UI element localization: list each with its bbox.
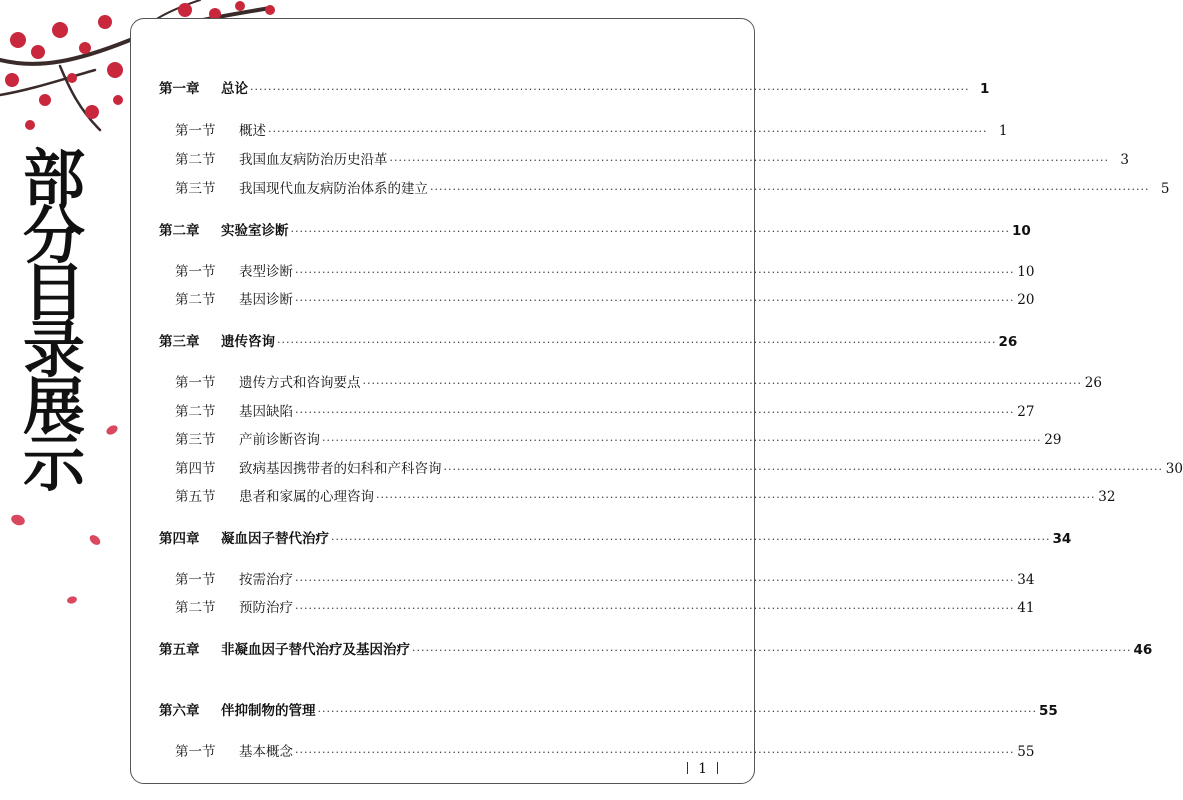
dot-leader: ································································································································································ — [295, 266, 1015, 279]
toc-chapter-row[interactable] — [159, 77, 990, 97]
dot-leader: ································································································································································ — [295, 574, 1015, 587]
toc-section-row[interactable] — [159, 148, 1129, 168]
section-title: 基本概念 — [239, 744, 293, 760]
page-number: 29 — [1044, 432, 1062, 448]
dot-leader: ································································································································································ — [430, 183, 1150, 196]
page-number: 32 — [1098, 489, 1116, 505]
footer-divider — [687, 762, 688, 774]
section-title: 我国现代血友病防治体系的建立 — [239, 181, 428, 197]
section-number: 第一节 — [175, 572, 216, 588]
toc-section-row[interactable] — [159, 288, 1035, 308]
dot-leader: ································································································································································ — [331, 533, 1051, 546]
page-number: 10 — [1011, 223, 1031, 239]
chapter-number: 第五章 — [159, 642, 200, 658]
section-number: 第二节 — [175, 600, 216, 616]
section-number: 第二节 — [175, 152, 216, 168]
page-number: 55 — [1038, 703, 1058, 719]
side-title-char: 示 — [22, 427, 85, 500]
toc-section-row[interactable] — [159, 400, 1035, 420]
toc-section-row[interactable] — [159, 457, 1183, 477]
toc-chapter-row[interactable] — [159, 527, 1072, 547]
dot-leader: ································································································································································ — [376, 491, 1096, 504]
section-number: 第三节 — [175, 181, 216, 197]
chapter-number: 第二章 — [159, 223, 200, 239]
side-title-char: 录 — [22, 313, 85, 386]
toc-page — [130, 18, 1183, 784]
page-number: 5 — [1160, 181, 1170, 197]
side-title-char: 部 — [22, 142, 85, 215]
page-number: 1 — [998, 123, 1008, 139]
section-title: 概述 — [239, 123, 266, 139]
page-number: 34 — [1017, 572, 1035, 588]
section-number: 第五节 — [175, 489, 216, 505]
section-number: 第三节 — [175, 432, 216, 448]
section-title: 遗传方式和咨询要点 — [239, 375, 361, 391]
side-title-vertical — [8, 142, 100, 500]
table-of-contents — [159, 19, 1183, 783]
dot-leader: ································································································································································ — [268, 125, 988, 138]
page-number: 55 — [1017, 744, 1035, 760]
page-number: 41 — [1017, 600, 1035, 616]
dot-leader: ································································································································································ — [295, 602, 1015, 615]
page-number: 46 — [1133, 642, 1153, 658]
section-title: 我国血友病防治历史沿革 — [239, 152, 388, 168]
toc-chapter-row[interactable] — [159, 638, 1153, 658]
page-number: 10 — [1017, 264, 1035, 280]
chapter-number: 第六章 — [159, 703, 200, 719]
page-number: 1 — [980, 81, 990, 97]
toc-section-row[interactable] — [159, 568, 1035, 588]
chapter-number: 第一章 — [159, 81, 200, 97]
section-title: 产前诊断咨询 — [239, 432, 320, 448]
dot-leader: ································································································································································ — [295, 746, 1015, 759]
section-number: 第二节 — [175, 292, 216, 308]
chapter-title: 凝血因子替代治疗 — [221, 531, 329, 547]
dot-leader: ································································································································································ — [290, 225, 1010, 238]
section-number: 第一节 — [175, 375, 216, 391]
footer-divider — [717, 762, 718, 774]
chapter-number: 第三章 — [159, 334, 200, 350]
chapter-number: 第四章 — [159, 531, 200, 547]
dot-leader: ································································································································································ — [412, 644, 1132, 657]
toc-section-row[interactable] — [159, 740, 1035, 760]
page-number: 26 — [998, 334, 1018, 350]
section-title: 基因诊断 — [239, 292, 293, 308]
toc-section-row[interactable] — [159, 428, 1062, 448]
section-number: 第一节 — [175, 744, 216, 760]
section-title: 预防治疗 — [239, 600, 293, 616]
footer-page-number: 1 — [698, 761, 707, 777]
page-number: 3 — [1120, 152, 1129, 168]
side-title-char: 目 — [22, 256, 85, 329]
toc-section-row[interactable] — [159, 485, 1116, 505]
dot-leader: ································································································································································ — [295, 294, 1015, 307]
toc-section-row[interactable] — [159, 371, 1102, 391]
section-title: 患者和家属的心理咨询 — [239, 489, 374, 505]
page-number: 34 — [1052, 531, 1072, 547]
toc-chapter-row[interactable] — [159, 330, 1018, 350]
chapter-title: 实验室诊断 — [221, 223, 289, 239]
dot-leader: ································································································································································ — [295, 406, 1015, 419]
chapter-title: 伴抑制物的管理 — [221, 703, 316, 719]
side-title-char: 展 — [22, 370, 85, 443]
toc-section-row[interactable] — [159, 260, 1035, 280]
toc-section-row[interactable] — [159, 596, 1035, 616]
dot-leader: ································································································································································ — [277, 336, 997, 349]
section-number: 第二节 — [175, 404, 216, 420]
section-number: 第一节 — [175, 264, 216, 280]
section-title: 表型诊断 — [239, 264, 293, 280]
dot-leader: ································································································································································ — [317, 705, 1037, 718]
dot-leader: ································································································································································ — [250, 83, 970, 96]
toc-chapter-row[interactable] — [159, 219, 1031, 239]
page-number: 20 — [1017, 292, 1035, 308]
dot-leader: ································································································································································ — [322, 434, 1042, 447]
side-title-char: 分 — [22, 199, 85, 272]
section-title: 致病基因携带者的妇科和产科咨询 — [239, 461, 442, 477]
section-title: 基因缺陷 — [239, 404, 293, 420]
chapter-title: 遗传咨询 — [221, 334, 275, 350]
chapter-title: 非凝血因子替代治疗及基因治疗 — [221, 642, 410, 658]
section-number: 第四节 — [175, 461, 216, 477]
toc-section-row[interactable] — [159, 177, 1170, 197]
page-footer — [677, 761, 728, 777]
page-number: 30 — [1165, 461, 1183, 477]
chapter-title: 总论 — [221, 81, 248, 97]
page-number: 26 — [1084, 375, 1102, 391]
dot-leader: ································································································································································ — [362, 377, 1082, 390]
dot-leader: ································································································································································ — [389, 154, 1109, 167]
toc-section-row[interactable] — [159, 119, 1008, 139]
page-number: 27 — [1017, 404, 1035, 420]
section-title: 按需治疗 — [239, 572, 293, 588]
section-number: 第一节 — [175, 123, 216, 139]
toc-chapter-row[interactable] — [159, 699, 1058, 719]
dot-leader: ································································································································································ — [443, 463, 1163, 476]
